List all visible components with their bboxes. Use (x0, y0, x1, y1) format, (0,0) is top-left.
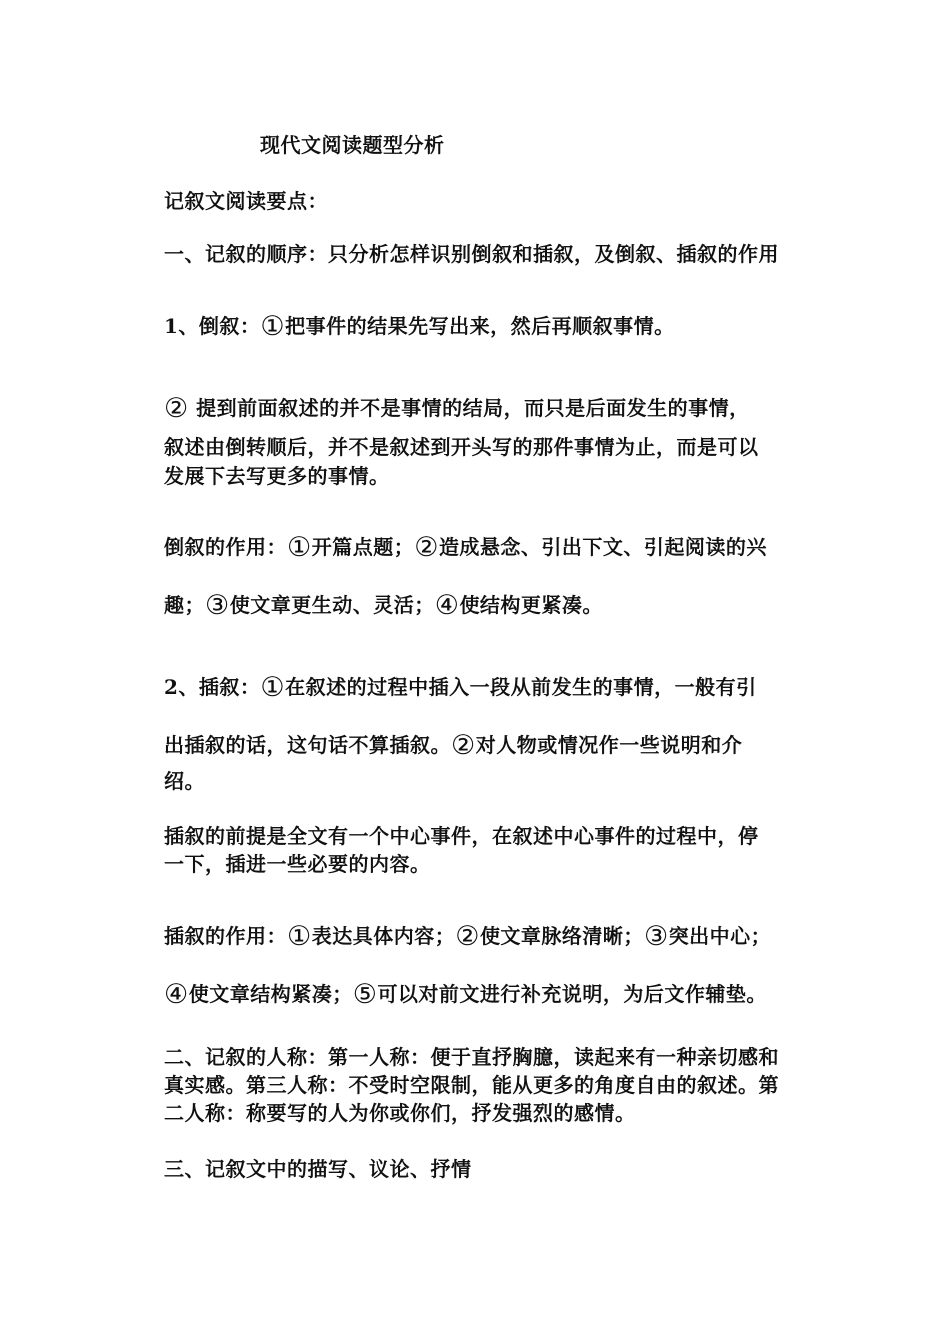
part1-heading: 一、记叙的顺序：只分析怎样识别倒叙和插叙，及倒叙、插叙的作用 (164, 242, 779, 266)
insertion-effect-line1 (164, 922, 771, 950)
insertion-premise-line2: 一下，插进一些必要的内容。 (164, 852, 431, 876)
flashback-effect-4: 使结构更紧凑。 (459, 593, 603, 617)
insertion-effect-1: 表达具体内容； (311, 924, 456, 948)
circled-number-1: ① (260, 672, 286, 703)
circled-number-2: ② (455, 921, 480, 952)
insertion-point2-line1: 对人物或情况作一些说明和介 (475, 733, 743, 757)
insertion-label: 2、插叙： (164, 675, 261, 699)
flashback-line1 (164, 312, 675, 340)
flashback-effect-2: 造成悬念、引出下文、引起阅读的兴 (438, 535, 767, 559)
circled-number-4: ④ (164, 979, 189, 1010)
part2-line2: 真实感。第三人称：不受时空限制，能从更多的角度自由的叙述。第 (164, 1073, 779, 1097)
part3-heading: 三、记叙文中的描写、议论、抒情 (164, 1157, 472, 1181)
insertion-effect-5: 可以对前文进行补充说明，为后文作辅垫。 (377, 982, 767, 1006)
flashback-point2-line3: 发展下去写更多的事情。 (164, 464, 390, 488)
part2-line1: 二、记叙的人称：第一人称：便于直抒胸臆，读起来有一种亲切感和 (164, 1045, 779, 1069)
circled-number-2: ② (414, 532, 439, 563)
flashback-line2 (164, 394, 750, 422)
page-title: 现代文阅读题型分析 (260, 133, 445, 157)
insertion-point2-line2: 绍。 (164, 769, 205, 793)
insertion-effect-label: 插叙的作用： (164, 924, 287, 948)
part2-line3: 二人称：称要写的人为你或你们，抒发强烈的感情。 (164, 1101, 636, 1125)
circled-number-1: ① (260, 311, 286, 342)
circled-number-3: ③ (205, 590, 230, 621)
circled-number-5: ⑤ (352, 979, 378, 1010)
section-heading: 记叙文阅读要点： (164, 189, 328, 213)
circled-number-1: ① (287, 921, 312, 952)
insertion-effect-line2 (164, 980, 767, 1008)
flashback-effect-line1 (164, 533, 767, 561)
circled-number-2: ② (451, 730, 476, 761)
flashback-point2-line1: 提到前面叙述的并不是事情的结局，而只是后面发生的事情， (188, 396, 750, 420)
insertion-line1 (164, 673, 757, 701)
insertion-point1-line1: 在叙述的过程中插入一段从前发生的事情，一般有引 (285, 675, 757, 699)
insertion-effect-4: 使文章结构紧凑； (188, 982, 353, 1006)
insertion-point1-line2: 出插叙的话，这句话不算插叙。 (164, 733, 451, 757)
circled-number-1: ① (287, 532, 312, 563)
flashback-effect-line2 (164, 591, 603, 619)
insertion-effect-2: 使文章脉络清晰； (479, 924, 644, 948)
flashback-label: 1、倒叙： (164, 314, 261, 338)
flashback-point2-line2: 叙述由倒转顺后，并不是叙述到开头写的那件事情为止，而是可以 (164, 435, 759, 459)
insertion-effect-3: 突出中心； (668, 924, 772, 948)
circled-number-3: ③ (643, 921, 669, 952)
flashback-point1: 把事件的结果先写出来，然后再顺叙事情。 (285, 314, 675, 338)
flashback-effect-label: 倒叙的作用： (164, 535, 287, 559)
insertion-premise-line1: 插叙的前提是全文有一个中心事件，在叙述中心事件的过程中，停 (164, 824, 759, 848)
circled-number-2: ② (164, 393, 189, 424)
circled-number-4: ④ (434, 590, 460, 621)
flashback-effect-3: 使文章更生动、灵活； (229, 593, 435, 617)
insertion-line2 (164, 731, 742, 759)
flashback-effect-1: 开篇点题； (311, 535, 415, 559)
flashback-effect-2-cont: 趣； (164, 593, 205, 617)
